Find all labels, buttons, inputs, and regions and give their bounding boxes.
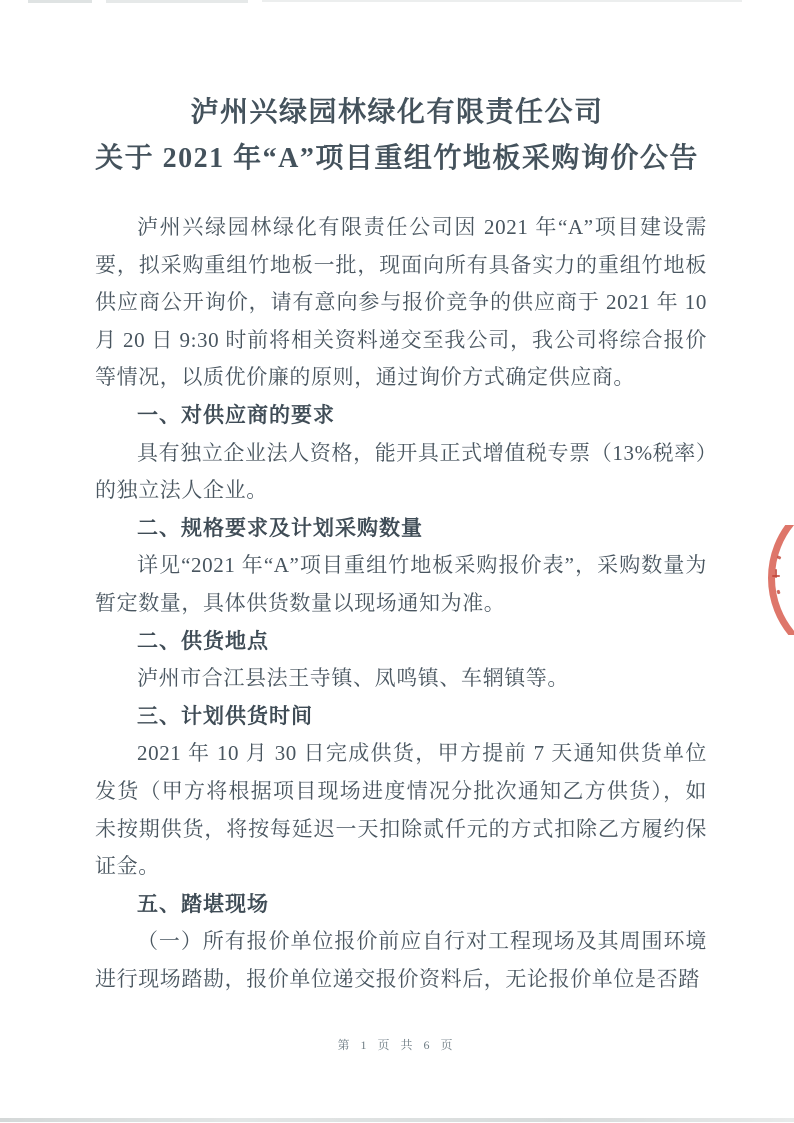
document-body <box>95 209 707 998</box>
body-paragraph: （一）所有报价单位报价前应自行对工程现场及其周围环境进行现场踏勘，报价单位递交报价资料后，无论报价单位是否踏 <box>95 929 707 991</box>
body-paragraph: 具有独立企业法人资格，能开具正式增值税专票（13%税率）的独立法人企业。 <box>95 440 707 503</box>
scan-artifact <box>106 0 248 3</box>
body-paragraph: 详见“2021 年“A”项目重组竹地板采购报价表”，采购数量为暂定数量，具体供货数量以现场通知为准。 <box>95 553 707 615</box>
section-heading: 二、规格要求及计划采购数量 <box>137 516 423 540</box>
scan-artifact <box>262 0 742 2</box>
body-paragraph: 泸州兴绿园林绿化有限责任公司因 2021 年“A”项目建设需要，拟采购重组竹地板一批，现面向所有具备实力的重组竹地板供应商公开询价，请有意向参与报价竞争的供应商于 2021 年 10 月 20 日 9:30 时前将相关资料递交至我公司，我公司将综合报价等情况，以质优价廉的原则，通过询价方式确定供应商。 <box>95 215 707 390</box>
body-paragraph: 2021 年 10 月 30 日完成供货，甲方提前 7 天通知供货单位发货（甲方将根据项目现场进度情况分批次通知乙方供货），如未按期供货，将按每延迟一天扣除贰仟元的方式扣除乙方履约保证金。 <box>95 741 707 879</box>
page-number: 第 1 页 共 6 页 <box>337 1038 457 1052</box>
section-heading: 一、对供应商的要求 <box>137 403 335 427</box>
document-title <box>40 0 754 182</box>
title-line-2: 关于 2021 年“A”项目重组竹地板采购询价公告 <box>95 143 699 174</box>
scan-artifact <box>0 1118 794 1122</box>
seal-character-fragment <box>772 575 780 577</box>
section-heading: 二、供货地点 <box>137 629 269 653</box>
section-heading: 三、计划供货时间 <box>137 704 313 728</box>
scan-artifact <box>28 0 92 3</box>
body-paragraph: 泸州市合江县法王寺镇、凤鸣镇、车辋镇等。 <box>137 666 569 691</box>
title-line-1: 泸州兴绿园林绿化有限责任公司 <box>190 97 604 128</box>
seal-arc <box>768 525 794 635</box>
section-heading: 五、踏堪现场 <box>137 892 269 916</box>
official-seal-partial <box>752 525 794 635</box>
